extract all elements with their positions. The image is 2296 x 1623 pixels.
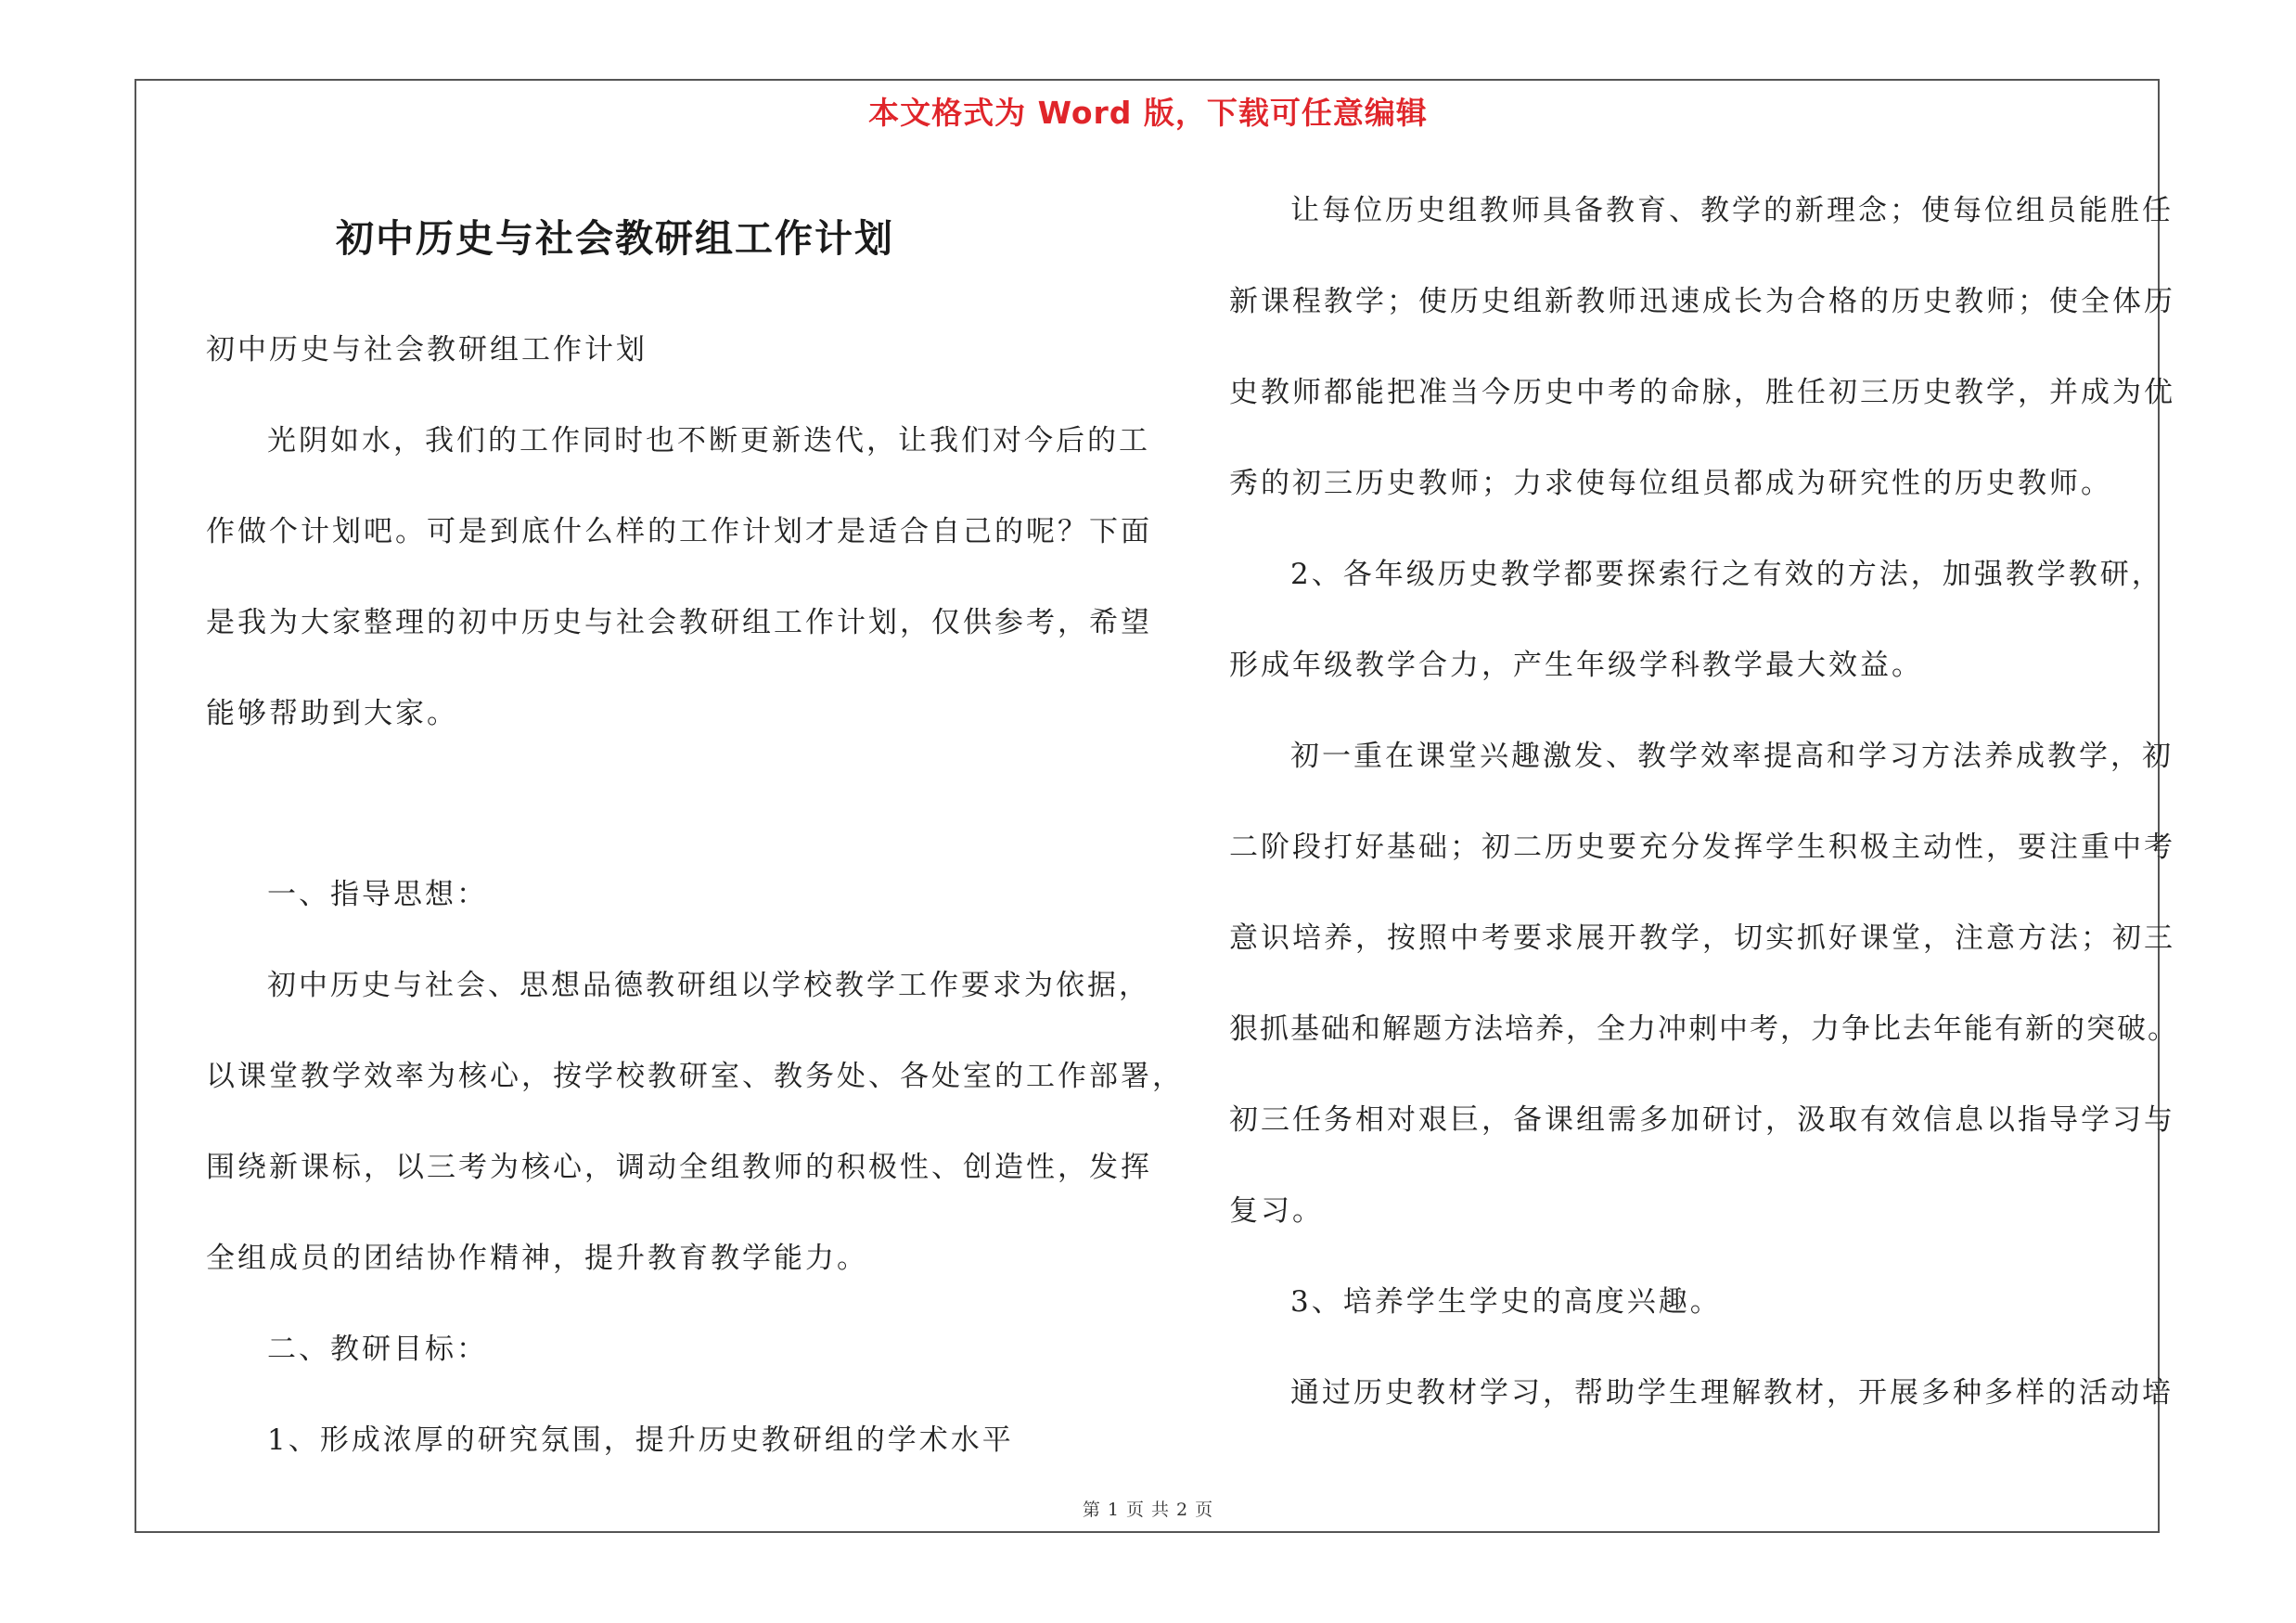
paragraph-line: 形成年级教学合力，产生年级学科教学最大效益。 [1229, 649, 1923, 682]
section-heading: 二、教研目标： [267, 1333, 488, 1366]
paragraph-line: 初中历史与社会、思想品德教研组以学校教学工作要求为依据， [267, 969, 1150, 1002]
section-heading: 一、指导思想： [267, 878, 488, 911]
paragraph-line: 复习。 [1229, 1194, 1324, 1228]
paragraph-line: 初一重在课堂兴趣激发、教学效率提高和学习方法养成教学，初 [1290, 740, 2174, 773]
paragraph-line: 秀的初三历史教师；力求使每位组员都成为研究性的历史教师。 [1229, 467, 2112, 500]
paragraph-line: 光阴如水，我们的工作同时也不断更新迭代，让我们对今后的工 [267, 424, 1150, 457]
paragraph-line: 史教师都能把准当今历史中考的命脉，胜任初三历史教学，并成为优 [1229, 376, 2175, 409]
paragraph-line: 3、培养学生学史的高度兴趣。 [1290, 1285, 1722, 1319]
paragraph-line: 全组成员的团结协作精神，提升教育教学能力。 [206, 1242, 868, 1275]
page-number-footer: 第 1 页 共 2 页 [1082, 1500, 1214, 1520]
subtitle-line: 初中历史与社会教研组工作计划 [206, 333, 648, 367]
paragraph-line: 2、各年级历史教学都要探索行之有效的方法，加强教学教研， [1290, 558, 2163, 591]
paragraph-line: 是我为大家整理的初中历史与社会教研组工作计划，仅供参考，希望 [206, 606, 1152, 639]
paragraph-line: 二阶段打好基础；初二历史要充分发挥学生积极主动性，要注重中考 [1229, 831, 2175, 864]
paragraph-line: 能够帮助到大家。 [206, 697, 458, 730]
paragraph-line: 狠抓基础和解题方法培养，全力冲刺中考，力争比去年能有新的突破。 [1229, 1012, 2178, 1046]
paragraph-line: 让每位历史组教师具备教育、教学的新理念；使每位组员能胜任 [1290, 194, 2174, 227]
paragraph-line: 1、形成浓厚的研究氛围，提升历史教研组的学术水平 [267, 1423, 1014, 1457]
paragraph-line: 以课堂教学效率为核心，按学校教研室、教务处、各处室的工作部署， [206, 1060, 1184, 1093]
paragraph-line: 通过历史教材学习，帮助学生理解教材，开展多种多样的活动培 [1290, 1376, 2174, 1410]
paragraph-line: 作做个计划吧。可是到底什么样的工作计划才是适合自己的呢？下面 [206, 515, 1152, 548]
paragraph-line: 意识培养，按照中考要求展开教学，切实抓好课堂，注意方法；初三 [1229, 921, 2175, 955]
paragraph-line: 新课程教学；使历史组新教师迅速成长为合格的历史教师；使全体历 [1229, 285, 2175, 318]
document-title: 初中历史与社会教研组工作计划 [336, 216, 894, 261]
format-banner: 本文格式为 Word 版，下载可任意编辑 [868, 95, 1428, 131]
paragraph-line: 初三任务相对艰巨，备课组需多加研讨，汲取有效信息以指导学习与 [1229, 1103, 2175, 1137]
paragraph-line: 围绕新课标，以三考为核心，调动全组教师的积极性、创造性，发挥 [206, 1151, 1152, 1184]
